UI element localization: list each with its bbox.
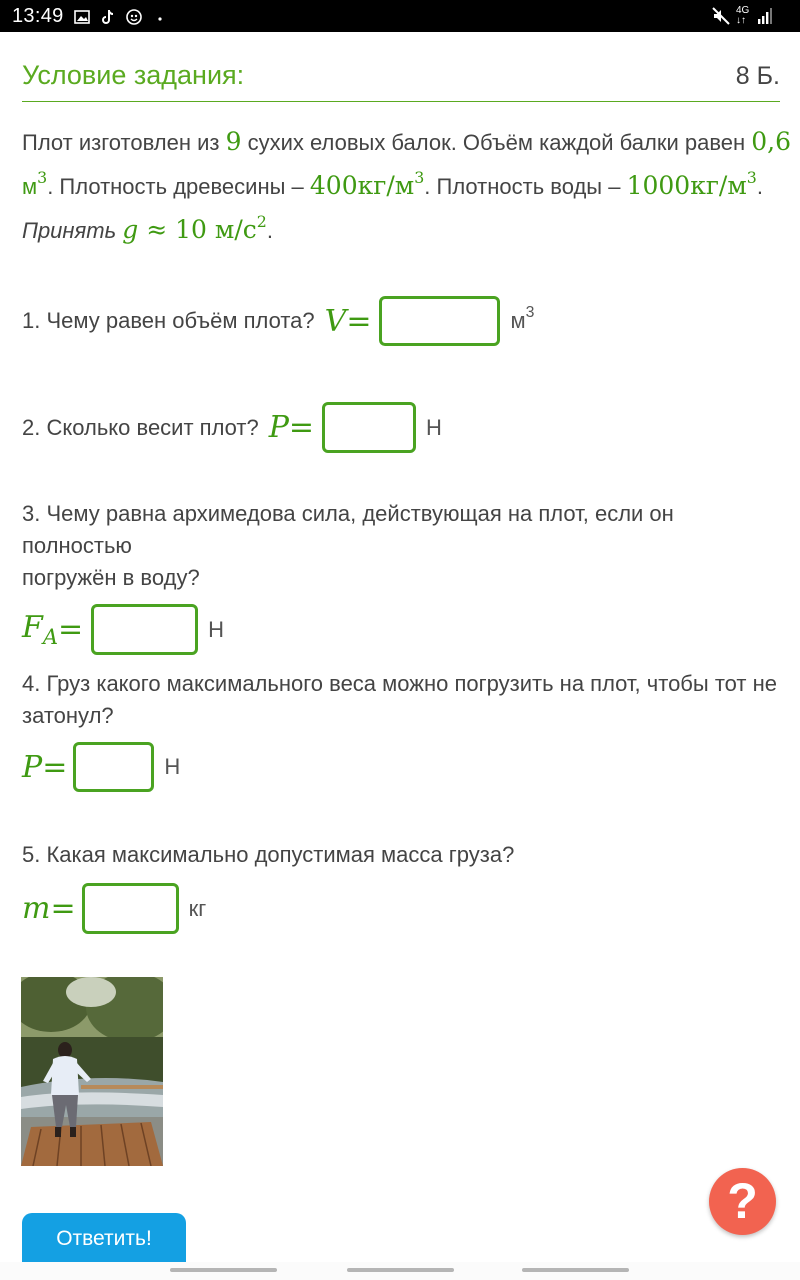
question-5 — [22, 839, 782, 934]
volume-unit: м — [22, 174, 38, 199]
raft-photo — [21, 977, 163, 1166]
task-points: 8 Б. — [735, 62, 780, 90]
submit-button[interactable]: Ответить! — [22, 1213, 186, 1269]
question-text-continued: затонул? — [22, 703, 114, 728]
question-2 — [22, 402, 782, 453]
volume-answer-input[interactable] — [379, 296, 500, 346]
equals-sign: = — [42, 749, 68, 785]
equals-sign: = — [58, 612, 84, 647]
water-density-exp: 3 — [746, 168, 757, 188]
beam-volume: 0,6 — [751, 127, 792, 156]
question-text: Чему равна архимедова сила, действующая на плот, если он полностью — [22, 501, 674, 558]
archimedes-force-input[interactable] — [91, 604, 198, 655]
question-text: Какая максимально допустимая масса груза? — [40, 842, 515, 867]
unit-text: м — [510, 308, 526, 333]
question-3 — [22, 498, 782, 655]
task-title: Условие задания: — [22, 60, 245, 90]
answer-unit — [510, 304, 535, 334]
answer-variable: V — [324, 303, 347, 339]
status-bar-right — [712, 6, 772, 26]
question-4 — [22, 668, 782, 792]
water-density: 1000кг/м — [626, 171, 747, 200]
network-label: 4G — [736, 5, 750, 16]
wood-density-exp: 3 — [414, 168, 425, 188]
unit-exp: 3 — [525, 304, 535, 322]
beam-count: 9 — [225, 127, 242, 156]
question-number: 3. — [22, 501, 41, 526]
question-number: 2. — [22, 414, 41, 440]
statement-text: . Плотность древесины – — [47, 174, 310, 199]
nav-recents-pill[interactable] — [522, 1268, 629, 1272]
answer-unit: Н — [208, 616, 225, 642]
tiktok-icon — [100, 9, 116, 25]
question-label — [22, 668, 782, 700]
question-text: Сколько весит плот? — [40, 414, 259, 440]
question-number: 1. — [22, 308, 41, 333]
answer-variable: P — [268, 410, 289, 445]
system-nav-bar — [0, 1262, 800, 1280]
mute-icon — [712, 7, 730, 25]
answer-variable: m — [22, 891, 51, 926]
question-label — [22, 839, 782, 871]
g-unit: м/с — [206, 215, 257, 244]
nav-home-pill[interactable] — [347, 1268, 454, 1272]
question-number: 5. — [22, 842, 41, 867]
max-load-weight-input[interactable] — [73, 742, 154, 792]
question-label — [22, 498, 782, 562]
raft-illustration — [21, 977, 163, 1166]
dot-icon — [152, 9, 168, 25]
g-variable: g — [122, 215, 139, 244]
answer-unit: Н — [426, 414, 442, 440]
answer-unit: Н — [164, 754, 181, 779]
statement-text: сухих еловых балок. Объём каждой балки равен — [241, 130, 752, 155]
max-load-mass-input[interactable] — [82, 883, 179, 934]
question-text: Чему равен объём плота? — [40, 308, 315, 333]
task-statement — [22, 120, 792, 252]
question-label — [22, 305, 315, 337]
statement-line-1 — [22, 120, 792, 164]
weight-answer-input[interactable] — [322, 402, 416, 453]
g-value: ≈ 10 — [138, 215, 207, 244]
nav-back-pill[interactable] — [170, 1268, 277, 1272]
signal-icon — [758, 8, 772, 24]
statement-line-2 — [22, 164, 782, 208]
network-icon: 4G ↓↑ — [736, 5, 750, 26]
statement-text: Принять — [22, 218, 123, 243]
statement-text: . — [756, 174, 763, 199]
variable-letter: F — [22, 610, 43, 645]
statement-text: . — [266, 218, 273, 243]
status-bar-left — [12, 5, 168, 28]
image-icon — [74, 9, 90, 25]
status-bar — [0, 0, 800, 32]
statement-text: . Плотность воды – — [424, 174, 627, 199]
question-number: 4. — [22, 671, 41, 696]
statement-line-3 — [22, 208, 782, 252]
question-1 — [22, 296, 782, 346]
answer-unit: кг — [188, 895, 207, 921]
statement-text: Плот изготовлен из — [22, 130, 226, 155]
answer-variable — [22, 610, 58, 649]
status-time: 13:49 — [12, 5, 64, 27]
question-text: Груз какого максимального веса можно погрузить на плот, чтобы тот не — [40, 671, 777, 696]
task-header — [22, 60, 780, 102]
shield-icon — [126, 9, 142, 25]
equals-sign: = — [50, 891, 76, 926]
question-text-continued: погружён в воду? — [22, 565, 200, 590]
equals-sign: = — [288, 410, 315, 445]
help-button[interactable]: ? — [709, 1168, 776, 1235]
g-unit-exp: 2 — [256, 212, 267, 232]
equals-sign: = — [346, 303, 372, 339]
volume-unit-exp: 3 — [37, 168, 48, 188]
answer-variable: P — [22, 749, 43, 785]
variable-subscript: A — [42, 625, 58, 649]
question-label — [22, 412, 259, 444]
wood-density: 400кг/м — [309, 171, 415, 200]
